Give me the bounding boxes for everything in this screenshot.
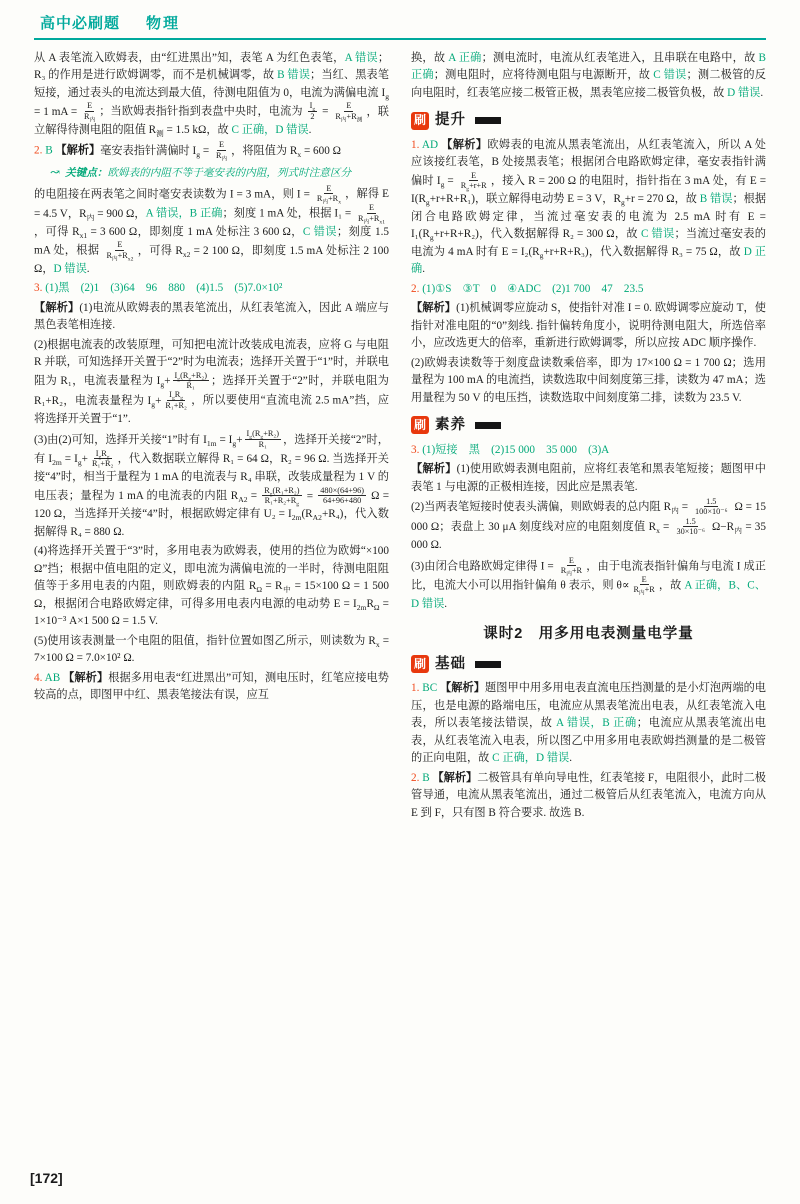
answer-text: B 错误 [277,69,311,82]
text-run: . [422,263,425,276]
text-run: (1)使用欧姆表测电阻前，应将红表笔和黑表笔短接；题图甲中表笔 1 与电源的正极相连接，因此应是黑表笔. [411,463,766,493]
badge-label: 提升 [435,112,466,129]
fraction: $\frac{E}{R_内+R}$ [560,555,583,578]
paragraph [411,137,766,279]
text-run: ；刻度 1 mA 处，根据 I₁ = [222,207,355,220]
paragraph [411,461,766,496]
paragraph [411,281,766,298]
text-run: . [86,262,90,275]
answer-text: BC [422,682,438,695]
text-run: ；测电阻时，应将待测电阻与电源断开，故 [433,69,654,82]
answer-text: A 错误，B 正确 [556,717,637,730]
text-run: 的电阻接在两表笔之间时毫安表读数为 I = 3 mA，则 I = [34,188,313,201]
analysis-label: 【解析】 [411,463,457,476]
badge-bar [475,117,501,124]
section-badge-basic [411,653,766,676]
answer-text: C 错误 [640,228,675,241]
analysis-label: 【解析】 [429,771,478,784]
fraction: $\frac{I_g(R_g+R_2)}{\text{R₁}}$ [246,429,279,449]
text-run: . [308,123,312,136]
text-run: ，将阻值为 $R_x = 600$ Ω [231,144,341,159]
paragraph [34,141,389,161]
paragraph [411,557,766,614]
badge-label: 素养 [435,417,466,434]
paragraph [411,300,766,352]
header-rule [34,38,766,40]
fraction: $\frac{E}{R_内}$ [84,101,96,124]
answer-text: AB [44,671,61,684]
text-run: 题图甲中用多用电表直流电压挡测量的是小灯泡两端的电压，也是电源的路端电压，电流应从黑表笔流出电表，从红表笔流入电表，所以表笔接法错误，故 [411,682,766,730]
fraction: $\frac{480\times(64+96)}{64+96+480}$ [320,485,364,506]
paragraph [411,442,766,459]
question-number: 2. [34,144,46,157]
text-run: (5)使用该表测量一个电阻的阻值，指针位置如图乙所示，则读数为 $R_x = 7\times 100$ Ω = 7.0×10² Ω. [34,634,390,665]
text-run: 换，故 [411,52,449,64]
note-text: 欧姆表的内阻不等于毫安表的内阻，列式时注意区分 [107,167,352,179]
text-run: Ω = 15 000 Ω；表盘上 30 μA 刻度线对应的电阻刻度值 $R_x$ = [411,501,767,536]
fraction: $\frac{E}{R_内+R_测}$ [335,101,363,124]
shua-brand-icon: 刷 [411,655,429,673]
badge-bar [475,661,501,668]
text-run: 从 A 表笔流入欧姆表，由“红进黑出”知，表笔 A 为红色表笔， [34,52,345,64]
text-run: (3)由(2)可知，选择开关接“1”时有 $I_{1m} = I_g+$ [34,433,243,448]
text-run: (1)电流从欧姆表的黑表笔流出，从红表笔流入，因此 A 端应与黑色表笔相连接. [34,301,389,332]
text-run: (2)当两表笔短接时使表头满偏，则欧姆表的总内阻 $R_内$ = [411,501,691,516]
fraction: $\frac{I_g(R_g+R_2)}{\text{R₁}}$ [174,370,207,390]
key-point-note [50,163,389,182]
text-run: ，接入 R = 200 Ω 的电阻时，指针指在 3 mA 处，有 $E = I(R_g+r+R+R_1)$，联立解得电动势 E = 3 V，$R_g+r = 270$ Ω，故 [411,175,767,208]
answer-text: C 错误 [653,69,687,82]
analysis-label: 【解析】 [34,301,80,314]
paragraph [411,498,766,555]
section-badge-improve [411,109,766,132]
fraction: $\frac{E}{R_内+R_{x1}}$ [358,203,385,226]
text-run: ；电流应从黑表笔流出电表，从红表笔流入电表，所以图乙中用多用电表欧姆挡测量的是二极管的正向电阻，故 [411,717,766,765]
text-run: Ω = 120 Ω，当选择开关接“4”时，根据欧姆定律有 $U_2 = I_{2m}(R_{A2}+R_4)$，代入数据解得 R₄ = 880 Ω. [34,490,389,538]
text-run: (1)机械调零应旋动 S，使指针对准 I = 0. 欧姆调零应旋动 T，使指针对准电阻的“0”刻线. 指针偏转角度小，说明待测电阻大，所选倍率小，应改选更大的倍率，重新进行欧姆调零，所以应按 ADC 顺序操作. [411,302,766,350]
text-run: ；当流过毫安表的电流为 4 mA 时有 $E = I_2(R_g+r+R+R_3)$，代入数据解得 R₃ = 75 Ω，故 [411,228,766,261]
column-left [34,50,389,824]
question-number: 3. [34,282,46,295]
question-number: 4. [34,671,45,684]
analysis-label: 【解析】 [438,139,488,152]
text-run: ，可得 $R_{x1} = 3$ 600 Ω，即刻度 1 mA 处标注 3 600 Ω， [34,225,303,241]
fraction: $\frac{E}{R_内+R}$ [633,575,655,598]
answer-text: (1)短接 黑 (2)15 000 35 000 (3)A [422,443,610,456]
lesson-heading: 课时2 用多用电表测量电学量 [483,626,694,643]
answer-text: A 错误 [344,52,378,64]
fraction: $\frac{E}{R_内}$ [215,140,228,163]
answer-text: B 正确 [411,52,766,82]
answer-text: (1)①S ③T 0 ④ADC (2)1 700 47 23.5 [422,282,644,295]
text-run: ，联立解得待测电阻的阻值 $R_测 = 1.5$ kΩ，故 [34,105,389,139]
answer-text: B [422,771,430,784]
question-number: 1. [411,682,423,695]
text-run: ；测二极管的反向电阻时，红表笔应接二极管正极，黑表笔应接二极管负极，故 [411,69,766,99]
fraction: $\frac{I_g}{2}$ [309,101,316,121]
fraction: $\frac{E}{R_内+R_{x2}}$ [106,240,134,263]
question-number: 2. [411,282,423,295]
text-run: (2)根据电流表的改装原理，可知把电流计改装成电流表，应将 G 与电阻 R 并联，可知选择开关置于“2”时为电流表；选择开关置于“1”时，并联电阻为 R₁，电流表量程为 $I_g+$ [34,338,389,390]
badge-bar [475,422,501,429]
paragraph [34,670,389,705]
text-run: 二极管具有单向导电性，红表笔接 F，电阻很小，此时二极管导通，电流从黑表笔流出，通过二极管后从红表笔流入，电流方向从 E 到 F，只有图 B 符合要求. 故选 B. [411,771,766,819]
page-footer [30,1170,63,1188]
text-run: (4)将选择开关置于“3”时，多用电表为欧姆表，使用的挡位为欧姆“×100 Ω”挡；根据中值电阻的定义，即电流为满偏电流的一半时，待测电阻阻值等于多用电表的内阻，则欧姆表的内阻 $R_\Omega = R_中 = 15\times 100$ Ω = 1 500 Ω，根据闭合电路欧姆定律，可得多用电表内电源的电动势 $E = I_{2m}R_\Omega = 1\times 10^{-3}$ A×1 500 Ω = 1.5 V. [34,545,389,628]
text-run: ，由于电流表指针偏角与电流 I 成正比，电流大小可以用指针偏角 θ 表示，则 θ∝ [411,560,766,592]
paragraph [34,280,389,297]
text-run: ，可得 $R_{x2} = 2$ 100 Ω，即刻度 1.5 mA 处标注 2 100 Ω， [34,244,389,275]
text-run: = [319,105,332,118]
paragraph [34,633,389,668]
text-run: ，故 [658,579,685,592]
text-run: $\Omega-R_内 = 35$ 000 Ω. [411,521,766,552]
paragraph [34,185,389,279]
answer-text: D 错误 [53,262,87,275]
shua-brand-icon: 刷 [411,416,429,434]
text-run: 欧姆表的电流从黑表笔流出，从红表笔流入，所以 A 处应该接红表笔，B 处接黑表笔；根据闭合电路欧姆定律，毫安表指针满偏时 $I_g$ = [411,139,766,190]
analysis-label: 【解析】 [52,144,101,157]
answer-text: A 正确 [448,52,482,64]
series-title: 高中必刷题 [40,16,121,32]
text-run: ；测电流时，电流从红表笔进入，且串联在电路中，故 [481,52,759,64]
text-run: ，所以要使用“直流电流 2.5 mA”挡，应将选择开关置于“1”. [34,394,390,425]
text-run: 毫安表指针满偏时 $I_g$ = [100,144,212,159]
text-run: ；R₃ 的作用是进行欧姆调零，而不是机械调零，故 [34,52,390,82]
badge-label: 基础 [435,655,466,672]
analysis-label: 【解析】 [60,671,109,684]
answer-text: D 错误 [727,86,761,99]
question-number: 3. [411,443,423,456]
fraction: $\frac{1.5}{\text{30×10⁻⁶}}$ [676,516,705,536]
text-run: ，代入数据联立解得 R₁ = 64 Ω，R₂ = 96 Ω. 当选择开关接“4”时，相当于量程为 1 mA 的电流表与 R₄ 串联，改装成量程为 1 V 的电压表；量程为 1 mA 的电流表的内阻 $R_{A2}$ = [34,453,389,505]
text-run: (3)由闭合电路欧姆定律得 I = [411,560,557,572]
text-run: ；根据闭合电路欧姆定律，当流过毫安表的电流为 2.5 mA 时有 $E = I_1(R_g+r+R+R_2)$，代入数据解得 R₂ = 300 Ω，故 [411,193,767,243]
page-number: [172] [30,1170,63,1186]
section-badge-literacy [411,414,766,437]
answer-text: B [45,144,53,157]
paragraph [34,50,389,139]
fraction: $\frac{E}{R_g+r+R}$ [460,170,487,193]
answer-text: B 错误 [699,193,733,206]
fraction: $\frac{1.5}{\text{100×10⁻⁶}}$ [694,497,728,517]
text-run: . [569,752,572,765]
page-header [34,12,766,33]
fraction: $\frac{R_g(R_1+R_2)}{R_1+R_2+R_g}$ [264,485,300,508]
text-run: ，解得 E = 4.5 V，$R_内 = 900$ Ω， [34,188,389,222]
analysis-label: 【解析】 [411,302,457,315]
paragraph [411,355,766,407]
answer-text: D 正确 [411,245,766,276]
fraction: $\frac{E}{R_内+R_x}$ [316,183,342,206]
paragraph [411,50,766,102]
paragraph [411,680,766,767]
text-run: ；当红、黑表笔短接，通过表头的电流达到最大值，待测电阻值为 0，电流为满偏电流 $I_g = 1$ mA = [34,69,389,118]
text-run: ；刻度 1.5 mA 处，根据 [34,225,389,257]
text-run: ；当欧姆表指针指到表盘中央时，电流为 [99,105,306,118]
paragraph [34,543,389,630]
text-run: ，选择开关接“2”时，有 $I_{2m} = I_g+$ [34,433,389,468]
answer-text: C 错误 [302,225,337,238]
text-run: 根据多用电表“红进黑出”可知，测电压时，红笔应接电势较高的点，即图甲中红、黑表笔接法有误，应互 [34,671,389,701]
text-run: (2)欧姆表读数等于刻度盘读数乘倍率，即为 17×100 Ω = 1 700 Ω；选用量程为 100 mA 的电流挡，读数选取中间刻度第三排，读数为 47 mA；选用量程为 50 V 的电压挡，读数选取中间刻度第二排，读数为 23.5 V. [411,356,766,404]
wavy-arrow-icon: ↝ [50,164,61,179]
question-number: 1. [411,139,422,152]
text-run: ；选择开关置于“2”时，并联电阻为 R₁+R₂，电流表量程为 $I_g+$ [34,375,389,409]
answer-text: C 正确，D 错误 [492,752,570,765]
question-number: 2. [411,771,423,784]
fraction: $\frac{I_gR_g}{\text{R₁+R₂}}$ [91,448,114,469]
text-run: = [303,490,317,503]
shua-brand-icon: 刷 [411,112,429,130]
note-label: 关键点： [65,167,108,179]
paragraph [34,337,389,428]
answer-text: (1)黑 (2)1 (3)64 96 880 (4)1.5 (5)7.0×10² [45,282,283,295]
text-run: . [444,597,448,610]
content-columns [34,50,766,824]
column-right [411,50,766,824]
paragraph [34,300,389,335]
subject-title: 物理 [146,16,181,32]
paragraph [34,430,389,541]
answer-text: AD [421,139,439,152]
answer-text: A 错误，B 正确 [145,207,223,220]
fraction: $\frac{I_gR_g}{\text{R₁+R₂}}$ [165,390,187,410]
answer-text: C 正确，D 错误 [231,123,309,136]
analysis-label: 【解析】 [437,682,486,695]
paragraph [411,770,766,822]
answer-text: A 正确，B、C、D 错误 [411,579,766,610]
text-run: . [760,86,764,99]
